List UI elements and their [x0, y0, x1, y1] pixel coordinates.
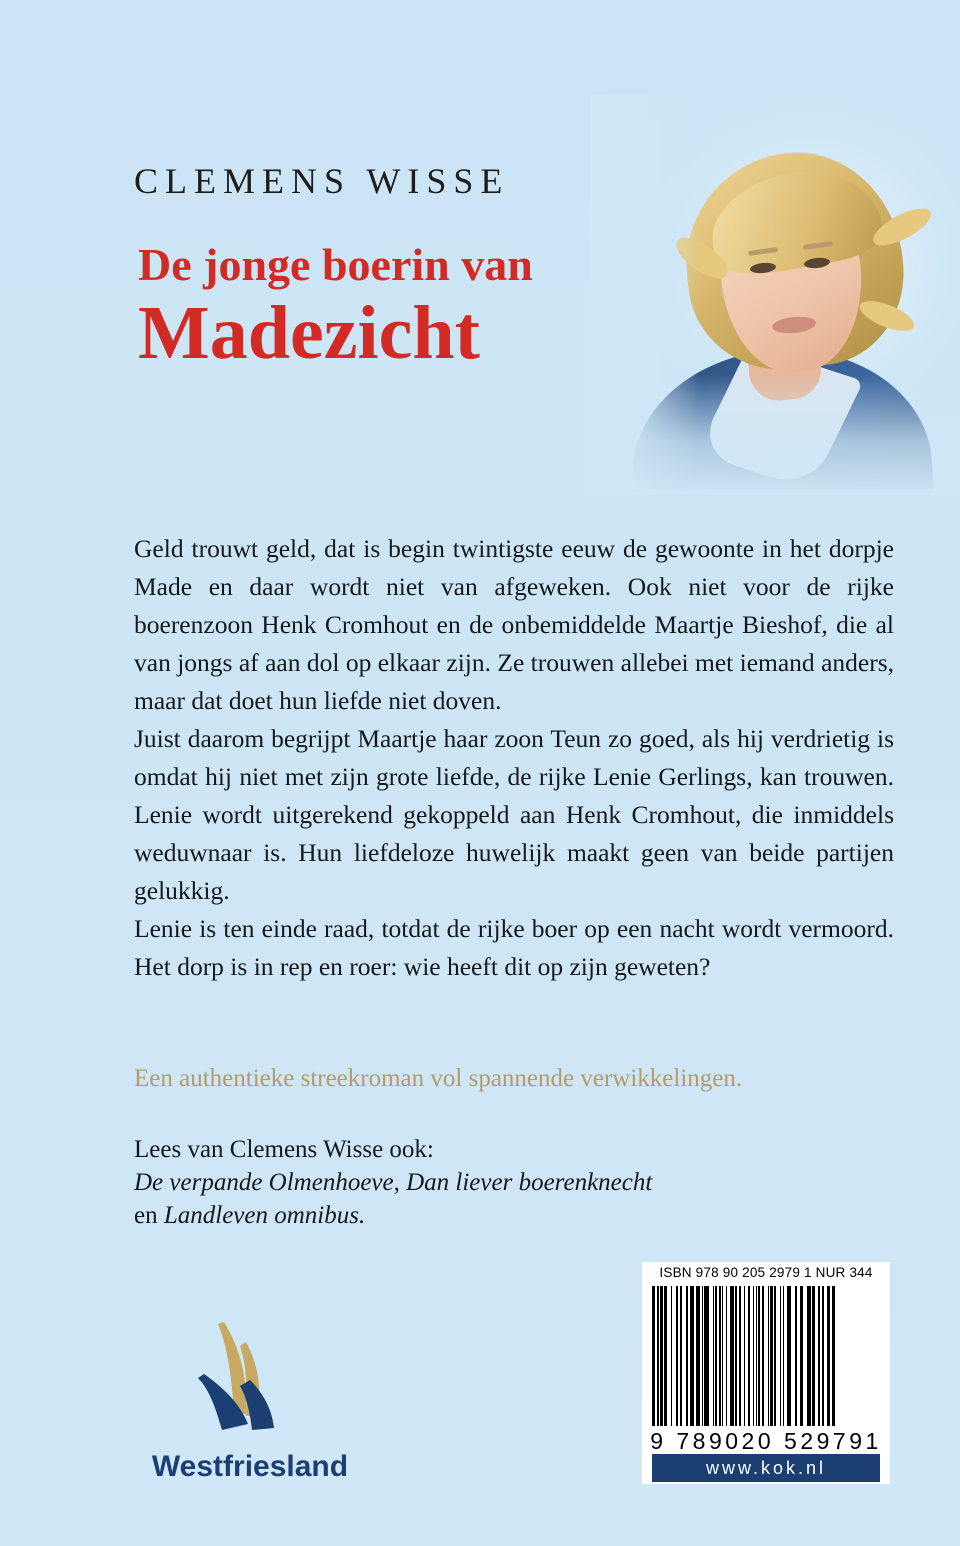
blurb-paragraph-3: Lenie is ten einde raad, totdat de rijke boer op een nacht wordt vermoord. Het dorp is in rep en roer: wie heeft dit op zijn geweten?: [134, 914, 894, 981]
publisher-name: Westfriesland: [151, 1450, 349, 1483]
author-name: CLEMENS WISSE: [134, 161, 510, 201]
tagline: Een authentieke streekroman vol spannende verwikkelingen.: [134, 1065, 743, 1092]
book-title-line-2: Madezicht: [138, 291, 480, 375]
blurb-paragraph-2: Juist daarom begrijpt Maartje haar zoon Teun zo goed, als hij verdrietig is omdat hij niet met zijn grote liefde, de rijke Lenie Gerlings, kan trouwen. Lenie wordt uitgerekend gekoppeld aan Henk Cromhout, die inmiddels weduwnaar is. Hun liefdeloze huwelijk maakt geen van beide partijen gelukkig.: [134, 724, 894, 905]
barcode-block: [642, 1262, 890, 1484]
also-read-block: [134, 1133, 894, 1232]
also-read-titles-line-1: De verpande Olmenhoeve, Dan liever boerenknecht: [134, 1169, 653, 1196]
portrait-fade-bottom: [590, 375, 960, 495]
also-read-titles-line-2: [134, 1199, 894, 1232]
publisher-logo: [140, 1318, 360, 1508]
book-title-line-1: De jonge boerin van: [138, 239, 533, 290]
isbn-line: ISBN 978 90 205 2979 1 NUR 344: [659, 1265, 873, 1280]
also-read-omnibus-title: Landleven omnibus.: [163, 1202, 366, 1229]
back-cover-blurb: [134, 530, 894, 986]
publisher-mark-icon: [188, 1318, 298, 1436]
barcode-bars: [652, 1286, 880, 1426]
also-read-conjunction: en: [134, 1202, 164, 1229]
cover-portrait-photo: [590, 95, 960, 495]
blurb-paragraph-1: Geld trouwt geld, dat is begin twintigste eeuw de gewoonte in het dorpje Made en daar wordt niet van afgeweken. Ook niet voor de rijke boerenzoon Henk Cromhout en de onbemiddelde Maartje Bieshof, die al van jongs af aan dol op elkaar zijn. Ze trouwen allebei met iemand anders, maar dat doet hun liefde niet doven.: [134, 534, 894, 715]
also-read-intro: Lees van Clemens Wisse ook:: [134, 1136, 434, 1163]
barcode-digits: 9 789020 529791: [650, 1428, 882, 1454]
publisher-website-url: www.kok.nl: [652, 1454, 880, 1482]
